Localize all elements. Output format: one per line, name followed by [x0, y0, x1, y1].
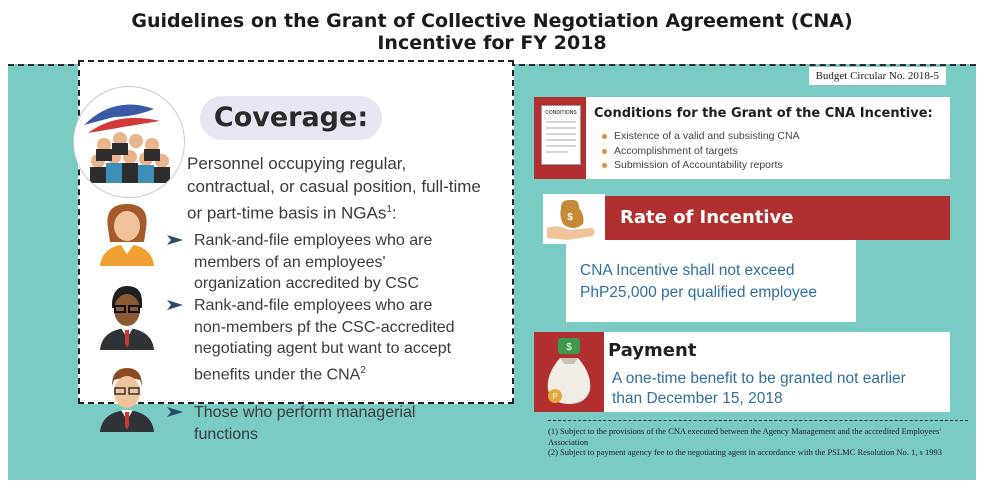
manager-icon: [96, 364, 158, 432]
conditions-title: Conditions for the Grant of the CNA Incentive:: [594, 106, 933, 121]
footnote-1: (1) Subject to the provisions of the CNA executed between the Agency Management and the accredited Employees' Association: [548, 426, 941, 447]
coverage-bullet: [167, 402, 447, 445]
payment-line-1: A one-time benefit to be granted not earlier: [612, 370, 906, 387]
arrow-icon: [167, 407, 183, 417]
coverage-bullet-text: Rank-and-file employees who are members of an employees' organization accredited by CSC: [194, 232, 433, 292]
coverage-heading: Coverage:: [200, 96, 382, 140]
svg-text:P: P: [552, 392, 558, 401]
title-line-1: Guidelines on the Grant of Collective Negotiation Agreement (CNA): [131, 10, 853, 32]
coverage-intro-text: Personnel occupying regular, contractual, or casual position, full-time or part-time basis in NGAs: [187, 154, 481, 223]
coverage-bullet-body: Rank-and-file employees who are non-members pf the CSC-accredited negotiating agent but want to accept benefits under the CNA: [194, 297, 455, 383]
coverage-bullet-text: [167, 295, 467, 385]
coverage-bullet: [167, 295, 467, 385]
money-bag-hand-icon: [543, 194, 605, 244]
document-label: CONDITIONS: [545, 110, 577, 116]
coverage-bullet: [167, 230, 467, 295]
conditions-item: Existence of a valid and subsisting CNA: [602, 129, 800, 144]
woman-employee-icon: [96, 198, 158, 266]
conditions-item: Accomplishment of targets: [602, 144, 800, 159]
coverage-intro: [187, 152, 492, 225]
coverage-bullet-text: Those who perform managerial functions: [194, 404, 416, 443]
footnotes: [548, 420, 968, 458]
svg-text:$: $: [567, 212, 573, 223]
group-of-people-icon: [73, 86, 185, 198]
arrow-icon: [167, 300, 183, 310]
man-employee-icon: [96, 282, 158, 350]
page-title: [0, 10, 984, 54]
rate-title: Rate of Incentive: [600, 196, 950, 240]
footnote-2: (2) Subject to payment agency fee to the negotiating agent in accordance with the PSLMC Resolution No. 1, s 1993: [548, 447, 942, 457]
rate-line-1: CNA Incentive shall not exceed: [580, 262, 795, 279]
rate-line-2: PhP25,000 per qualified employee: [580, 284, 817, 301]
money-sack-icon: [538, 336, 600, 408]
document-icon: [541, 105, 581, 165]
coverage-intro-footnote-ref: 1: [386, 204, 392, 215]
payment-title: Payment: [608, 340, 697, 361]
payment-line-2: than December 15, 2018: [612, 390, 783, 407]
payment-text: [612, 369, 906, 409]
svg-text:$: $: [566, 342, 572, 353]
coverage-bullet-footnote-ref: 2: [360, 364, 366, 376]
coverage-intro-end: :: [391, 203, 397, 223]
circular-label: Budget Circular No. 2018-5: [809, 67, 946, 85]
conditions-list: [602, 129, 800, 173]
conditions-item: Submission of Accountability reports: [602, 158, 800, 173]
arrow-icon: [167, 235, 183, 245]
rate-text: [580, 260, 817, 304]
title-line-2: Incentive for FY 2018: [377, 32, 607, 54]
